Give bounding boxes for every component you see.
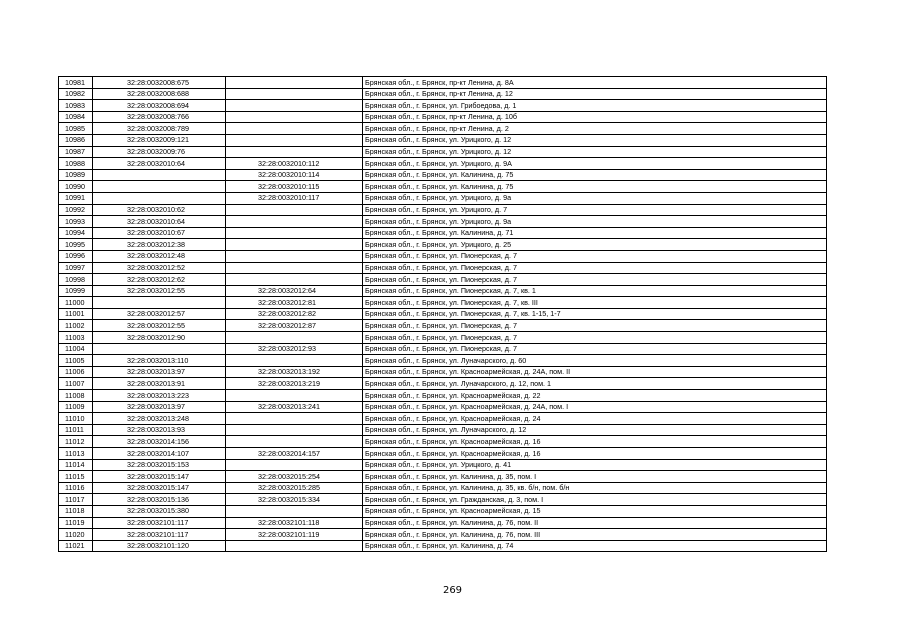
related-number-cell: 32:28:0032012:87 bbox=[226, 320, 363, 332]
address-cell: Брянская обл., г. Брянск, ул. Калинина, д. 35, кв. б/н, пом. б/н bbox=[363, 482, 827, 494]
related-number-cell bbox=[226, 88, 363, 100]
table-row bbox=[59, 482, 827, 494]
table-row bbox=[59, 355, 827, 367]
row-number-cell: 10992 bbox=[59, 204, 93, 216]
table-row bbox=[59, 88, 827, 100]
table-row bbox=[59, 204, 827, 216]
address-cell: Брянская обл., г. Брянск, ул. Пионерская, д. 7 bbox=[363, 320, 827, 332]
address-cell: Брянская обл., г. Брянск, ул. Красноармейская, д. 22 bbox=[363, 390, 827, 402]
table-row bbox=[59, 308, 827, 320]
cadastral-number-cell: 32:28:0032013:97 bbox=[93, 366, 226, 378]
cadastral-number-cell bbox=[93, 297, 226, 309]
table-row bbox=[59, 262, 827, 274]
address-cell: Брянская обл., г. Брянск, ул. Красноармейская, д. 24А, пом. II bbox=[363, 366, 827, 378]
related-number-cell: 32:28:0032013:192 bbox=[226, 366, 363, 378]
address-cell: Брянская обл., г. Брянск, ул. Калинина, д. 75 bbox=[363, 181, 827, 193]
table-row bbox=[59, 123, 827, 135]
address-cell: Брянская обл., г. Брянск, пр-кт Ленина, д. 2 bbox=[363, 123, 827, 135]
address-cell: Брянская обл., г. Брянск, ул. Урицкого, д. 12 bbox=[363, 146, 827, 158]
table-row bbox=[59, 111, 827, 123]
cadastral-number-cell: 32:28:0032015:153 bbox=[93, 459, 226, 471]
row-number-cell: 10983 bbox=[59, 100, 93, 112]
cadastral-number-cell: 32:28:0032012:55 bbox=[93, 285, 226, 297]
table-row bbox=[59, 448, 827, 460]
cadastral-number-cell bbox=[93, 343, 226, 355]
row-number-cell: 11005 bbox=[59, 355, 93, 367]
cadastral-number-cell: 32:28:0032010:64 bbox=[93, 216, 226, 228]
address-cell: Брянская обл., г. Брянск, ул. Луначарского, д. 12, пом. 1 bbox=[363, 378, 827, 390]
table-row bbox=[59, 181, 827, 193]
related-number-cell bbox=[226, 540, 363, 552]
table-row bbox=[59, 540, 827, 552]
row-number-cell: 10982 bbox=[59, 88, 93, 100]
related-number-cell bbox=[226, 134, 363, 146]
row-number-cell: 10986 bbox=[59, 134, 93, 146]
table-row bbox=[59, 529, 827, 541]
address-cell: Брянская обл., г. Брянск, ул. Пионерская, д. 7, кв. 1-15, 1-7 bbox=[363, 308, 827, 320]
cadastral-number-cell: 32:28:0032012:48 bbox=[93, 250, 226, 262]
related-number-cell: 32:28:0032014:157 bbox=[226, 448, 363, 460]
address-cell: Брянская обл., г. Брянск, ул. Урицкого, д. 12 bbox=[363, 134, 827, 146]
table-row bbox=[59, 158, 827, 170]
address-cell: Брянская обл., г. Брянск, ул. Урицкого, д. 41 bbox=[363, 459, 827, 471]
cadastral-number-cell: 32:28:0032101:120 bbox=[93, 540, 226, 552]
table-body bbox=[59, 77, 827, 552]
row-number-cell: 11016 bbox=[59, 482, 93, 494]
table-row bbox=[59, 390, 827, 402]
address-cell: Брянская обл., г. Брянск, пр-кт Ленина, д. 12 bbox=[363, 88, 827, 100]
related-number-cell bbox=[226, 146, 363, 158]
cadastral-number-cell: 32:28:0032012:55 bbox=[93, 320, 226, 332]
related-number-cell bbox=[226, 100, 363, 112]
table-row bbox=[59, 332, 827, 344]
table-row bbox=[59, 77, 827, 89]
related-number-cell: 32:28:0032012:81 bbox=[226, 297, 363, 309]
related-number-cell: 32:28:0032101:118 bbox=[226, 517, 363, 529]
row-number-cell: 11010 bbox=[59, 413, 93, 425]
table-row bbox=[59, 192, 827, 204]
cadastral-table bbox=[58, 76, 827, 552]
table-row bbox=[59, 413, 827, 425]
related-number-cell bbox=[226, 204, 363, 216]
address-cell: Брянская обл., г. Брянск, ул. Пионерская, д. 7 bbox=[363, 274, 827, 286]
cadastral-number-cell: 32:28:0032010:62 bbox=[93, 204, 226, 216]
row-number-cell: 10985 bbox=[59, 123, 93, 135]
cadastral-number-cell bbox=[93, 192, 226, 204]
related-number-cell bbox=[226, 111, 363, 123]
related-number-cell bbox=[226, 262, 363, 274]
row-number-cell: 10999 bbox=[59, 285, 93, 297]
table-row bbox=[59, 285, 827, 297]
address-cell: Брянская обл., г. Брянск, ул. Калинина, д. 76, пом. II bbox=[363, 517, 827, 529]
row-number-cell: 11001 bbox=[59, 308, 93, 320]
related-number-cell bbox=[226, 216, 363, 228]
row-number-cell: 10993 bbox=[59, 216, 93, 228]
related-number-cell bbox=[226, 227, 363, 239]
row-number-cell: 10997 bbox=[59, 262, 93, 274]
address-cell: Брянская обл., г. Брянск, ул. Пионерская, д. 7 bbox=[363, 262, 827, 274]
row-number-cell: 11020 bbox=[59, 529, 93, 541]
cadastral-number-cell: 32:28:0032015:147 bbox=[93, 482, 226, 494]
table-row bbox=[59, 320, 827, 332]
related-number-cell: 32:28:0032010:117 bbox=[226, 192, 363, 204]
table-row bbox=[59, 471, 827, 483]
table-row bbox=[59, 227, 827, 239]
cadastral-number-cell: 32:28:0032008:694 bbox=[93, 100, 226, 112]
table-row bbox=[59, 146, 827, 158]
address-cell: Брянская обл., г. Брянск, ул. Гражданская, д. 3, пом. I bbox=[363, 494, 827, 506]
related-number-cell: 32:28:0032101:119 bbox=[226, 529, 363, 541]
address-cell: Брянская обл., г. Брянск, ул. Урицкого, д. 7 bbox=[363, 204, 827, 216]
row-number-cell: 11018 bbox=[59, 505, 93, 517]
cadastral-number-cell: 32:28:0032010:64 bbox=[93, 158, 226, 170]
related-number-cell bbox=[226, 250, 363, 262]
cadastral-number-cell: 32:28:0032014:107 bbox=[93, 448, 226, 460]
related-number-cell bbox=[226, 123, 363, 135]
related-number-cell bbox=[226, 436, 363, 448]
related-number-cell: 32:28:0032015:334 bbox=[226, 494, 363, 506]
cadastral-number-cell: 32:28:0032015:147 bbox=[93, 471, 226, 483]
cadastral-number-cell: 32:28:0032101:117 bbox=[93, 529, 226, 541]
address-cell: Брянская обл., г. Брянск, ул. Пионерская, д. 7 bbox=[363, 343, 827, 355]
page-number: 269 bbox=[442, 585, 463, 596]
table-row bbox=[59, 297, 827, 309]
row-number-cell: 11009 bbox=[59, 401, 93, 413]
table-row bbox=[59, 378, 827, 390]
address-cell: Брянская обл., г. Брянск, ул. Пионерская, д. 7, кв. III bbox=[363, 297, 827, 309]
address-cell: Брянская обл., г. Брянск, пр-кт Ленина, д. 8А bbox=[363, 77, 827, 89]
related-number-cell: 32:28:0032010:114 bbox=[226, 169, 363, 181]
cadastral-number-cell: 32:28:0032012:38 bbox=[93, 239, 226, 251]
related-number-cell: 32:28:0032013:241 bbox=[226, 401, 363, 413]
related-number-cell: 32:28:0032010:112 bbox=[226, 158, 363, 170]
related-number-cell bbox=[226, 355, 363, 367]
address-cell: Брянская обл., г. Брянск, ул. Красноармейская, д. 24А, пом. I bbox=[363, 401, 827, 413]
table-row bbox=[59, 424, 827, 436]
address-cell: Брянская обл., г. Брянск, ул. Калинина, д. 71 bbox=[363, 227, 827, 239]
related-number-cell: 32:28:0032010:115 bbox=[226, 181, 363, 193]
row-number-cell: 11014 bbox=[59, 459, 93, 471]
table-row bbox=[59, 100, 827, 112]
table-row bbox=[59, 274, 827, 286]
row-number-cell: 11006 bbox=[59, 366, 93, 378]
cadastral-number-cell: 32:28:0032101:117 bbox=[93, 517, 226, 529]
related-number-cell bbox=[226, 390, 363, 402]
cadastral-number-cell: 32:28:0032013:110 bbox=[93, 355, 226, 367]
address-cell: Брянская обл., г. Брянск, ул. Урицкого, д. 25 bbox=[363, 239, 827, 251]
row-number-cell: 11004 bbox=[59, 343, 93, 355]
table-row bbox=[59, 401, 827, 413]
address-cell: Брянская обл., г. Брянск, ул. Луначарского, д. 60 bbox=[363, 355, 827, 367]
table-row bbox=[59, 505, 827, 517]
address-cell: Брянская обл., г. Брянск, ул. Грибоедова, д. 1 bbox=[363, 100, 827, 112]
row-number-cell: 11019 bbox=[59, 517, 93, 529]
related-number-cell: 32:28:0032015:254 bbox=[226, 471, 363, 483]
cadastral-number-cell: 32:28:0032013:93 bbox=[93, 424, 226, 436]
cadastral-number-cell: 32:28:0032012:62 bbox=[93, 274, 226, 286]
row-number-cell: 11012 bbox=[59, 436, 93, 448]
address-cell: Брянская обл., г. Брянск, ул. Пионерская, д. 7 bbox=[363, 250, 827, 262]
row-number-cell: 10988 bbox=[59, 158, 93, 170]
address-cell: Брянская обл., г. Брянск, ул. Пионерская, д. 7, кв. 1 bbox=[363, 285, 827, 297]
related-number-cell: 32:28:0032015:285 bbox=[226, 482, 363, 494]
cadastral-number-cell: 32:28:0032015:136 bbox=[93, 494, 226, 506]
table-row bbox=[59, 436, 827, 448]
table-row bbox=[59, 494, 827, 506]
cadastral-number-cell: 32:28:0032009:76 bbox=[93, 146, 226, 158]
cadastral-number-cell: 32:28:0032013:248 bbox=[93, 413, 226, 425]
row-number-cell: 10995 bbox=[59, 239, 93, 251]
row-number-cell: 10998 bbox=[59, 274, 93, 286]
related-number-cell bbox=[226, 332, 363, 344]
cadastral-number-cell: 32:28:0032008:789 bbox=[93, 123, 226, 135]
address-cell: Брянская обл., г. Брянск, пр-кт Ленина, д. 10б bbox=[363, 111, 827, 123]
cadastral-number-cell: 32:28:0032013:223 bbox=[93, 390, 226, 402]
row-number-cell: 11017 bbox=[59, 494, 93, 506]
related-number-cell: 32:28:0032013:219 bbox=[226, 378, 363, 390]
address-cell: Брянская обл., г. Брянск, ул. Красноармейская, д. 24 bbox=[363, 413, 827, 425]
address-cell: Брянская обл., г. Брянск, ул. Урицкого, д. 9а bbox=[363, 192, 827, 204]
table-row bbox=[59, 366, 827, 378]
cadastral-number-cell bbox=[93, 169, 226, 181]
related-number-cell: 32:28:0032012:64 bbox=[226, 285, 363, 297]
table-row bbox=[59, 517, 827, 529]
table-row bbox=[59, 169, 827, 181]
table-row bbox=[59, 134, 827, 146]
address-cell: Брянская обл., г. Брянск, ул. Калинина, д. 76, пом. III bbox=[363, 529, 827, 541]
cadastral-number-cell: 32:28:0032012:90 bbox=[93, 332, 226, 344]
related-number-cell bbox=[226, 239, 363, 251]
cadastral-number-cell bbox=[93, 181, 226, 193]
row-number-cell: 10989 bbox=[59, 169, 93, 181]
address-cell: Брянская обл., г. Брянск, ул. Красноармейская, д. 15 bbox=[363, 505, 827, 517]
row-number-cell: 10990 bbox=[59, 181, 93, 193]
related-number-cell bbox=[226, 77, 363, 89]
cadastral-number-cell: 32:28:0032008:688 bbox=[93, 88, 226, 100]
table-row bbox=[59, 343, 827, 355]
row-number-cell: 10991 bbox=[59, 192, 93, 204]
related-number-cell: 32:28:0032012:82 bbox=[226, 308, 363, 320]
cadastral-number-cell: 32:28:0032013:91 bbox=[93, 378, 226, 390]
cadastral-number-cell: 32:28:0032015:380 bbox=[93, 505, 226, 517]
row-number-cell: 11007 bbox=[59, 378, 93, 390]
address-cell: Брянская обл., г. Брянск, ул. Калинина, д. 75 bbox=[363, 169, 827, 181]
row-number-cell: 11021 bbox=[59, 540, 93, 552]
related-number-cell bbox=[226, 505, 363, 517]
address-cell: Брянская обл., г. Брянск, ул. Красноармейская, д. 16 bbox=[363, 448, 827, 460]
address-cell: Брянская обл., г. Брянск, ул. Калинина, д. 74 bbox=[363, 540, 827, 552]
row-number-cell: 10994 bbox=[59, 227, 93, 239]
table-row bbox=[59, 239, 827, 251]
address-cell: Брянская обл., г. Брянск, ул. Калинина, д. 35, пом. I bbox=[363, 471, 827, 483]
cadastral-number-cell: 32:28:0032013:97 bbox=[93, 401, 226, 413]
address-cell: Брянская обл., г. Брянск, ул. Красноармейская, д. 16 bbox=[363, 436, 827, 448]
cadastral-number-cell: 32:28:0032012:57 bbox=[93, 308, 226, 320]
cadastral-number-cell: 32:28:0032010:67 bbox=[93, 227, 226, 239]
address-cell: Брянская обл., г. Брянск, ул. Урицкого, д. 9А bbox=[363, 158, 827, 170]
table-row bbox=[59, 250, 827, 262]
row-number-cell: 10984 bbox=[59, 111, 93, 123]
cadastral-number-cell: 32:28:0032008:766 bbox=[93, 111, 226, 123]
address-cell: Брянская обл., г. Брянск, ул. Луначарского, д. 12 bbox=[363, 424, 827, 436]
row-number-cell: 11002 bbox=[59, 320, 93, 332]
row-number-cell: 10981 bbox=[59, 77, 93, 89]
table-row bbox=[59, 216, 827, 228]
related-number-cell bbox=[226, 274, 363, 286]
cadastral-number-cell: 32:28:0032009:121 bbox=[93, 134, 226, 146]
row-number-cell: 10996 bbox=[59, 250, 93, 262]
cadastral-number-cell: 32:28:0032012:52 bbox=[93, 262, 226, 274]
row-number-cell: 11003 bbox=[59, 332, 93, 344]
address-cell: Брянская обл., г. Брянск, ул. Урицкого, д. 9а bbox=[363, 216, 827, 228]
address-cell: Брянская обл., г. Брянск, ул. Пионерская, д. 7 bbox=[363, 332, 827, 344]
row-number-cell: 10987 bbox=[59, 146, 93, 158]
row-number-cell: 11008 bbox=[59, 390, 93, 402]
row-number-cell: 11013 bbox=[59, 448, 93, 460]
related-number-cell: 32:28:0032012:93 bbox=[226, 343, 363, 355]
related-number-cell bbox=[226, 413, 363, 425]
related-number-cell bbox=[226, 459, 363, 471]
row-number-cell: 11011 bbox=[59, 424, 93, 436]
table-row bbox=[59, 459, 827, 471]
cadastral-number-cell: 32:28:0032008:675 bbox=[93, 77, 226, 89]
row-number-cell: 11015 bbox=[59, 471, 93, 483]
cadastral-number-cell: 32:28:0032014:156 bbox=[93, 436, 226, 448]
row-number-cell: 11000 bbox=[59, 297, 93, 309]
related-number-cell bbox=[226, 424, 363, 436]
